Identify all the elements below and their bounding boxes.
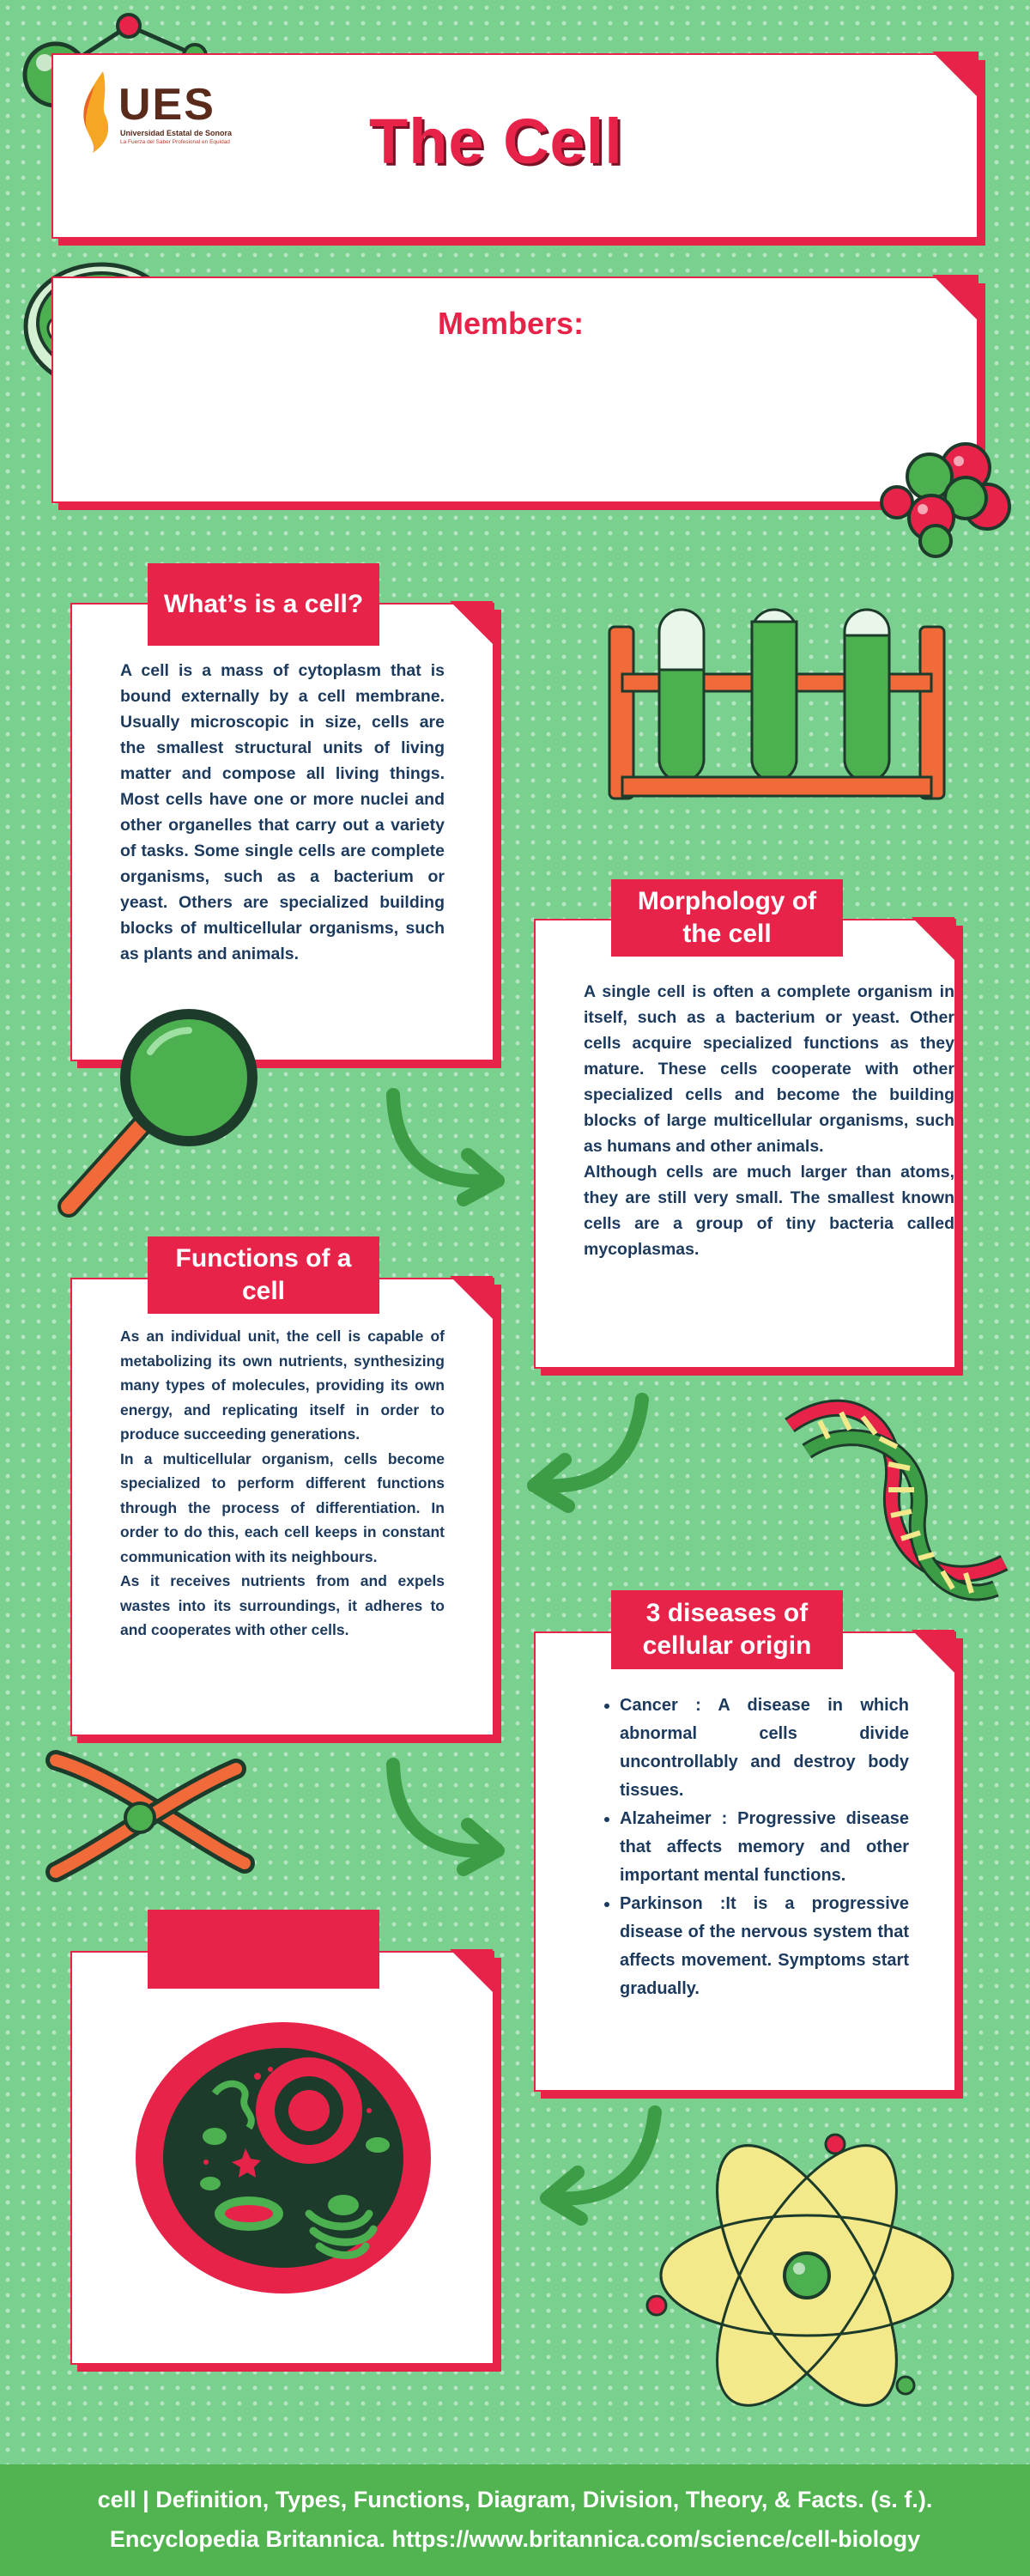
members-card-corner (932, 275, 978, 321)
chromosome-icon (39, 1743, 262, 1889)
animal-cell-icon (129, 2016, 438, 2300)
functions-text (120, 1324, 445, 1643)
atom-icon (631, 2129, 1009, 2421)
what-is-card-corner (450, 601, 493, 644)
functions-paragraph-2: In a multicellular organism, cells become specialized to perform different functions through the process of differentiation. In order to do this, each cell keeps in constant communication with its neighbours. (120, 1449, 445, 1565)
cell-diagram-card-corner (450, 1949, 493, 1992)
cell-diagram-tab (148, 1910, 379, 1989)
disease-item-parkinson: • Parkinson :It is a progressive disease of the nervous system that affects movement. Symptoms start gradually. (620, 1890, 909, 2003)
magnifier-icon (52, 1000, 283, 1224)
ues-logo-flame-icon (70, 67, 122, 161)
diseases-list (596, 1692, 909, 2003)
morphology-paragraph-1: A single cell is often a complete organism in itself, such as a bacterium or yeast. Other cells acquire specialized functions as they mature. These cells cooperate with other specialized cells and become the building blocks of large multicellular organisms, such as humans and other animals. (584, 982, 954, 1156)
dna-icon (781, 1391, 1013, 1623)
arrow-down-right-icon (378, 1086, 515, 1206)
footer-line-1: cell | Definition, Types, Functions, Diagram, Division, Theory, & Facts. (s. f.). (97, 2487, 933, 2512)
title-card-corner (932, 52, 978, 98)
arrow-down-right-icon-2 (378, 1756, 515, 1876)
what-is-tab: What’s is a cell? (148, 563, 379, 646)
morphology-text (584, 979, 954, 1262)
logo-subtitle: Universidad Estatal de Sonora (120, 129, 233, 137)
functions-tab: Functions of a cell (148, 1236, 379, 1314)
functions-paragraph-3: As it receives nutrients from and expels wastes into its surroundings, it adheres to and cooperates with other cells. (120, 1572, 445, 1638)
what-is-text: A cell is a mass of cytoplasm that is bound externally by a cell membrane. Usually microscopic in size, cells are the smallest structural units of living matter and compose all living things. Most cells have one or more nuclei and other organelles that carry out a variety of tasks. Some single cells are complete organisms, such as a bacterium or yeast. Others are specialized building blocks of multicellular organisms, such as plants and animals. (120, 661, 445, 963)
diseases-tab: 3 diseases of cellular origin (611, 1590, 843, 1669)
page-title: The Cell (369, 106, 623, 177)
footer-line-2[interactable]: Encyclopedia Britannica. https://www.britannica.com/science/cell-biology (109, 2526, 921, 2552)
molecule-cluster-icon (880, 442, 1017, 571)
functions-paragraph-1: As an individual unit, the cell is capable of metabolizing its own nutrients, synthesizing many types of molecules, providing its own energy, and replicating itself in order to produce succeeding generations. (120, 1327, 445, 1443)
test-tubes-rack-icon (601, 601, 953, 807)
logo-text: UES (118, 80, 215, 130)
diseases-card-corner (912, 1630, 954, 1673)
morphology-tab: Morphology of the cell (611, 879, 843, 957)
disease-item-alzheimer: • Alzaheimer : Progressive disease that affects memory and other important mental functions. (620, 1805, 909, 1890)
arrow-down-left-icon (515, 1391, 652, 1520)
morphology-paragraph-2: Although cells are much larger than atoms, they are still very small. The smallest known cells are a group of tiny bacteria called mycoplasmas. (584, 1163, 954, 1259)
footer-citation (0, 2464, 1030, 2576)
morphology-card-corner (912, 917, 954, 960)
members-label: Members: (438, 306, 585, 341)
disease-item-cancer: • Cancer : A disease in which abnormal cells divide uncontrollably and destroy body tissues. (620, 1692, 909, 1805)
functions-card-corner (450, 1276, 493, 1319)
logo-tagline: La Fuerza del Saber Profesional en Equidad (120, 139, 230, 145)
